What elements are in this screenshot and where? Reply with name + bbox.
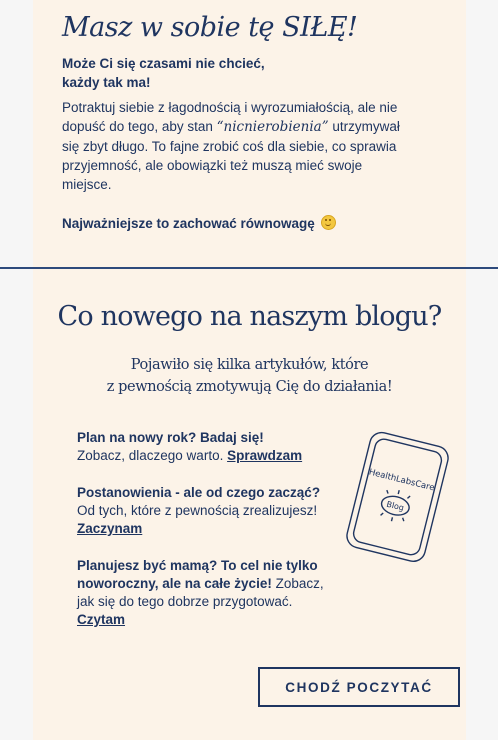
blog-intro-line-2: z pewnością zmotywują Cię do działania! xyxy=(106,379,393,395)
article-item xyxy=(77,557,337,629)
illustration-ray xyxy=(407,495,410,498)
subhead-line-1: Może Ci się czasami nie chcieć, xyxy=(62,56,265,71)
article-text: Zobacz, jak się do tego dobrze przygotować. xyxy=(77,576,324,609)
blog-intro xyxy=(33,354,466,398)
article-title: Plan na nowy rok? Badaj się! xyxy=(77,430,264,445)
section-divider xyxy=(0,267,498,269)
balance-line xyxy=(62,214,336,233)
right-gutter xyxy=(466,0,498,740)
blog-title: Co nowego na naszym blogu? xyxy=(57,301,442,332)
balance-text: Najważniejsze to zachować równowagę xyxy=(62,216,315,231)
article-title: Planujesz być mamą? To cel nie tylko noworoczny, ale na całe życie! xyxy=(77,558,318,591)
illustration-label: Blog xyxy=(385,499,405,513)
body-paragraph xyxy=(62,98,402,194)
article-text: Od tych, które z pewnością zrealizujesz! xyxy=(77,503,318,518)
illustration-ray xyxy=(402,518,405,521)
illustration-ray xyxy=(391,517,392,521)
article-link-zaczynam[interactable]: Zaczynam xyxy=(77,521,143,536)
article-item xyxy=(77,484,337,538)
illustration-ray xyxy=(398,490,399,494)
article-link-czytam[interactable]: Czytam xyxy=(77,612,126,627)
illustration-brand: HealthLabsCare xyxy=(367,467,436,494)
read-more-button[interactable]: CHODŹ POCZYTAĆ xyxy=(258,667,460,707)
para-text-2: utrzymywał się zbyt długo. To fajne zrobić coś dla siebie, co sprawia przyjemność, ale obowiązki też muszą mieć swoje miejsce. xyxy=(62,119,400,192)
subhead xyxy=(62,54,362,92)
smiley-icon xyxy=(321,215,336,230)
left-gutter xyxy=(0,0,33,740)
illustration-ray xyxy=(386,490,389,493)
article-text: Zobacz, dlaczego warto. xyxy=(77,448,228,463)
blog-card-illustration xyxy=(338,420,458,570)
headline: Masz w sobie tę SIŁĘ! xyxy=(62,12,358,43)
article-link-sprawdzam[interactable]: Sprawdzam xyxy=(227,448,303,463)
article-title: Postanowienia - ale od czego zacząć? xyxy=(77,485,321,500)
blog-intro-line-1: Pojawiło się kilka artykułów, które xyxy=(130,357,369,373)
article-item xyxy=(77,429,337,465)
subhead-line-2: każdy tak ma! xyxy=(62,75,151,90)
illustration-ray xyxy=(381,512,384,515)
para-text-1: Potraktuj siebie z łagodnością i wyrozumiałością, ale nie dopuść do tego, aby stan xyxy=(62,100,398,134)
para-quoted: “nicnierobienia” xyxy=(216,119,329,135)
